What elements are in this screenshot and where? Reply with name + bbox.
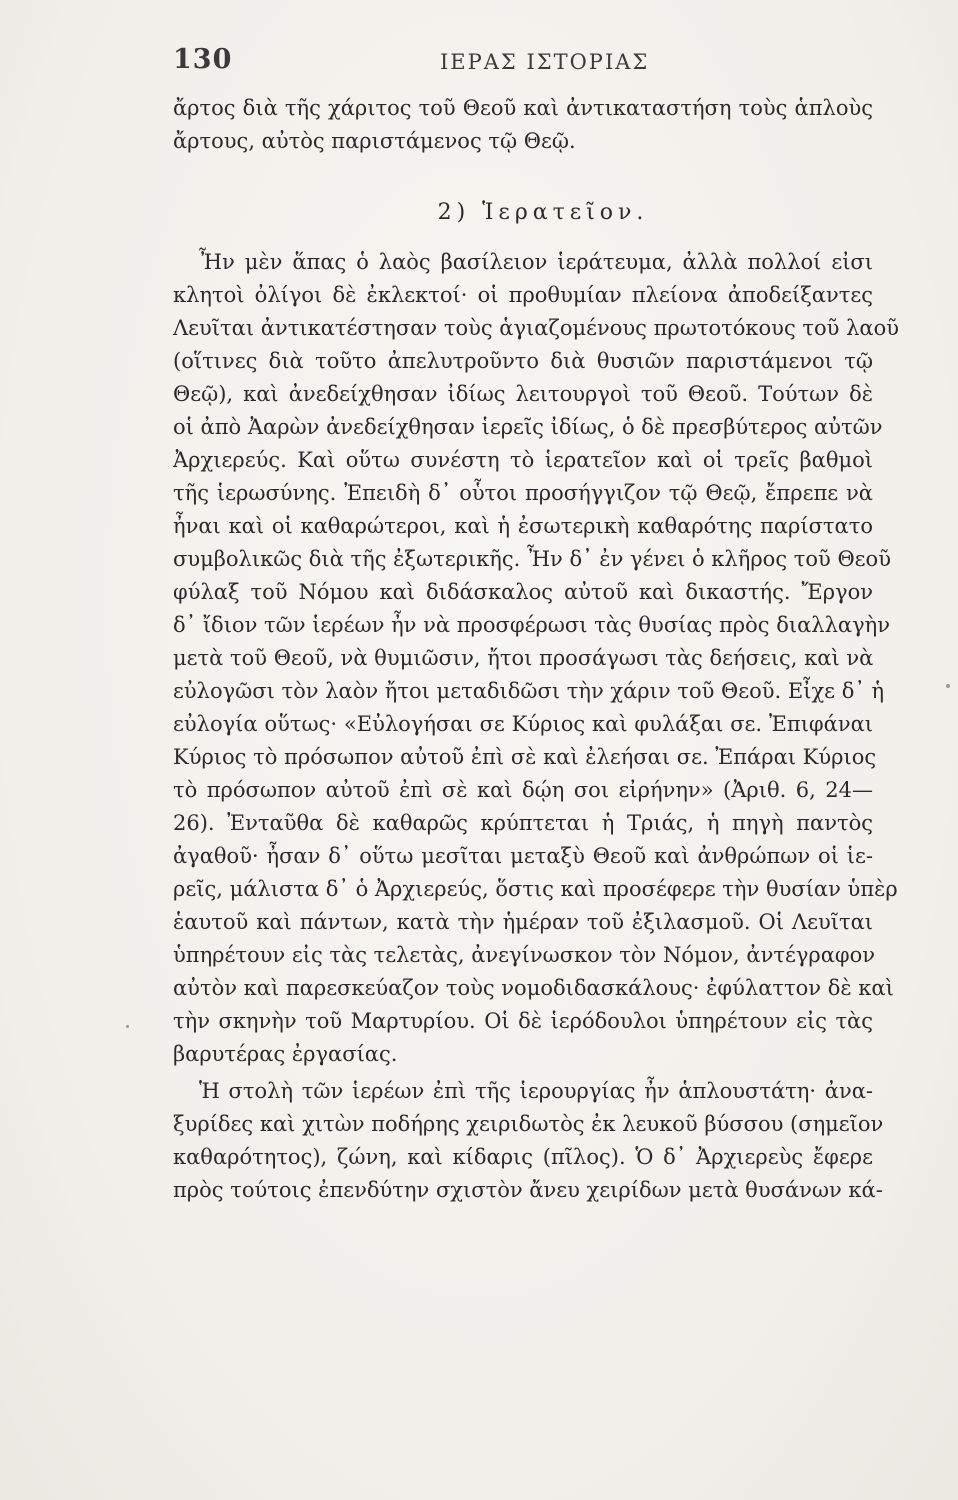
text-line: οἱ ἀπὸ Ἀαρὼν ἀνεδείχθησαν ἱερεῖς ἰδίως, ὁ δὲ πρεσβύτερος αὐτῶν bbox=[173, 415, 883, 439]
text-line: τὴν σκηνὴν τοῦ Μαρτυρίου. Οἱ δὲ ἱερόδουλοι ὑπηρέτουν εἰς τὰς bbox=[173, 1009, 873, 1033]
text-line: κλητοὶ ὀλίγοι δὲ ἐκλεκτοί· οἱ προθυμίαν πλείονα ἀποδείξαντες bbox=[173, 283, 873, 307]
text-line: τῆς ἱερωσύνης. Ἐπειδὴ δ᾽ οὗτοι προσήγγιζον τῷ Θεῷ, ἔπρεπε νὰ bbox=[173, 481, 873, 505]
text-line: ρεῖς, μάλιστα δ᾽ ὁ Ἀρχιερεύς, ὅστις καὶ προσέφερε τὴν θυσίαν ὑπὲρ bbox=[173, 877, 898, 901]
text-line: φύλαξ τοῦ Νόμου καὶ διδάσκαλος αὐτοῦ καὶ δικαστής. Ἔργον bbox=[173, 580, 873, 604]
text-line: εὐλογία οὕτως· «Εὐλογήσαι σε Κύριος καὶ φυλάξαι σε. Ἐπιφάναι bbox=[173, 712, 873, 736]
paper-speck bbox=[126, 1025, 129, 1028]
paper-speck bbox=[946, 684, 950, 688]
text-line: μετὰ τοῦ Θεοῦ, νὰ θυμιῶσιν, ἤτοι προσάγωσι τὰς δεήσεις, καὶ νὰ bbox=[173, 646, 874, 670]
text-line: ὑπηρέτουν εἰς τὰς τελετὰς, ἀνεγίνωσκον τὸν Νόμον, ἀντέγραφον bbox=[173, 943, 876, 967]
section-heading: 2) Ἱερατεῖον. bbox=[437, 200, 649, 225]
text-line: ἑαυτοῦ καὶ πάντων, κατὰ τὴν ἡμέραν τοῦ ἐξιλασμοῦ. Οἱ Λευῖται bbox=[173, 910, 873, 934]
text-line: αὐτὸν καὶ παρεσκεύαζον τοὺς νομοδιδασκάλους· ἐφύλαττον δὲ καὶ bbox=[173, 976, 894, 1000]
text-line: εὐλογῶσι τὸν λαὸν ἤτοι μεταδιδῶσι τὴν χάριν τοῦ Θεοῦ. Εἶχε δ᾽ ἡ bbox=[173, 679, 885, 703]
text-line: τὸ πρόσωπον αὐτοῦ ἐπὶ σὲ καὶ δῴη σοι εἰρήνην» (Ἀριθ. 6, 24— bbox=[173, 778, 873, 802]
text-line: πρὸς τούτοις ἐπενδύτην σχιστὸν ἄνευ χειρίδων μετὰ θυσάνων κά- bbox=[173, 1178, 883, 1202]
text-line: Κύριος τὸ πρόσωπον αὐτοῦ ἐπὶ σὲ καὶ ἐλεήσαι σε. Ἐπάραι Κύριος bbox=[173, 745, 877, 769]
text-line: συμβολικῶς διὰ τῆς ἐξωτερικῆς. Ἦν δ᾽ ἐν γένει ὁ κλῆρος τοῦ Θεοῦ bbox=[173, 547, 891, 571]
text-line: Ἡ στολὴ τῶν ἱερέων ἐπὶ τῆς ἱερουργίας ἦν ἁπλουστάτη· ἀνα- bbox=[199, 1079, 873, 1103]
text-line: Ἀρχιερεύς. Καὶ οὕτω συνέστη τὸ ἱερατεῖον καὶ οἱ τρεῖς βαθμοὶ bbox=[173, 448, 873, 472]
text-line: Λευῖται ἀντικατέστησαν τοὺς ἁγιαζομένους πρωτοτόκους τοῦ λαοῦ bbox=[173, 316, 899, 340]
text-line: καθαρότητος), ζώνη, καὶ κίδαρις (πῖλος). Ὁ δ᾽ Ἀρχιερεὺς ἔφερε bbox=[173, 1145, 873, 1169]
text-line: ξυρίδες καὶ χιτὼν ποδήρης χειριδωτὸς ἐκ λευκοῦ βύσσου (σημεῖον bbox=[173, 1112, 884, 1136]
text-line: Θεῷ), καὶ ἀνεδείχθησαν ἰδίως λειτουργοὶ τοῦ Θεοῦ. Τούτων δὲ bbox=[173, 382, 873, 406]
text-line: 26). Ἐνταῦθα δὲ καθαρῶς κρύπτεται ἡ Τριάς, ἡ πηγὴ παντὸς bbox=[173, 811, 873, 835]
text-line: Ἦν μὲν ἅπας ὁ λαὸς βασίλειον ἱεράτευμα, ἀλλὰ πολλοί εἰσι bbox=[199, 250, 873, 274]
text-line: βαρυτέρας ἐργασίας. bbox=[173, 1042, 398, 1066]
text-line: ἀγαθοῦ· ἦσαν δ᾽ οὕτω μεσῖται μεταξὺ Θεοῦ καὶ ἀνθρώπων οἱ ἱε- bbox=[173, 844, 873, 868]
text-line: δ᾽ ἴδιον τῶν ἱερέων ἦν νὰ προσφέρωσι τὰς θυσίας πρὸς διαλλαγὴν bbox=[173, 613, 890, 637]
text-line: ἄρτος διὰ τῆς χάριτος τοῦ Θεοῦ καὶ ἀντικαταστήση τοὺς ἁπλοὺς bbox=[173, 96, 873, 120]
body-text bbox=[173, 92, 899, 1207]
text-line: ἦναι καὶ οἱ καθαρώτεροι, καὶ ἡ ἐσωτερικὴ καθαρότης παρίστατο bbox=[173, 514, 873, 538]
page-number: 130 bbox=[173, 44, 233, 75]
text-line: (οἵτινες διὰ τοῦτο ἀπελυτροῦντο διὰ θυσιῶν παριστάμενοι τῷ bbox=[173, 349, 873, 373]
page-header bbox=[173, 44, 873, 84]
running-head: ΙΕΡΑΣ ΙΣΤΟΡΙΑΣ bbox=[440, 50, 650, 74]
text-line: ἄρτους, αὐτὸς παριστάμενος τῷ Θεῷ. bbox=[173, 129, 576, 153]
